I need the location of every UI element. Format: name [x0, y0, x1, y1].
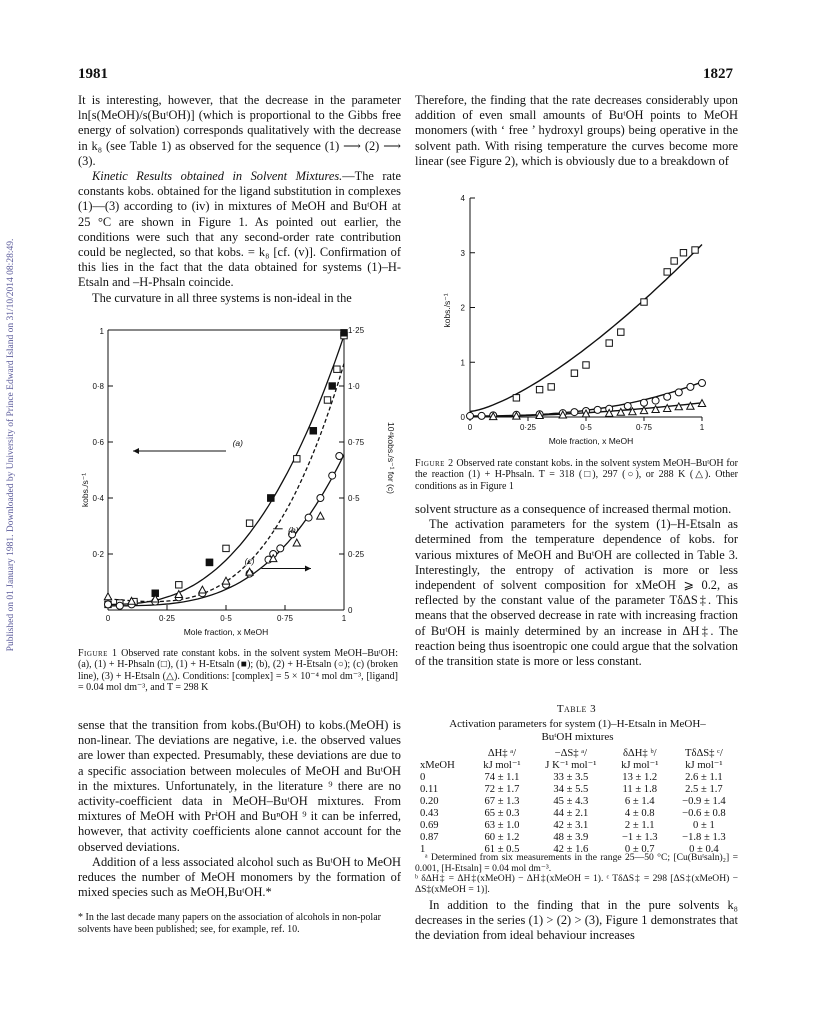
curve-label-a: (a) [232, 438, 243, 449]
arrow-head-c [305, 566, 311, 572]
col2-bottom-text [415, 898, 738, 944]
table-cell: kJ mol⁻¹ [621, 760, 659, 771]
table-cell: 2.6 ± 1.1 [685, 772, 723, 783]
data-point [277, 545, 284, 552]
data-point [317, 495, 324, 502]
y-tick-label: 2 [460, 303, 465, 313]
x-tick-label: 0·25 [158, 614, 176, 623]
data-point [571, 370, 577, 376]
data-point [675, 403, 682, 410]
data-point [317, 512, 324, 519]
data-point [606, 340, 612, 346]
journal-year: 1981 [78, 66, 108, 82]
table-cell: 60 ± 1.2 [484, 832, 520, 843]
table-3-notes [415, 853, 738, 895]
data-point [104, 593, 111, 600]
curve-a [108, 336, 344, 605]
table-cell: −0.9 ± 1.4 [682, 796, 726, 807]
paragraph: sense that the transition from kobs.(BuᵗOH) to kobs.(MeOH) is non-linear. The deviations are negative, i.e. the observed values are lower than expected. Presumably, these deviations are due to a specific association between molecules of MeOH and BuᵗOH in the mixtures. Unfortunately, in the literature ⁹ there are no activity-coefficient data in MeOH–BuᵗOH mixtures. From mixtures of MeOH with PrⁱOH and BuⁿOH ⁹ it can be inferred, however, that activity coefficients alone cannot account for the observed deviations. [78, 718, 401, 854]
table-cell: TδΔS‡ ᶜ/ [685, 748, 723, 759]
table-cell: xMeOH [420, 760, 455, 771]
table-cell: 74 ± 1.1 [484, 772, 520, 783]
data-point [268, 495, 274, 501]
data-point [594, 406, 601, 413]
figure-1 [76, 318, 406, 643]
table-cell: kJ mol⁻¹ [685, 760, 723, 771]
table-cell: −1 ± 1.3 [621, 832, 658, 843]
data-point [618, 329, 624, 335]
data-point [664, 393, 671, 400]
table-cell: 67 ± 1.3 [484, 796, 520, 807]
table-cell: 4 ± 0.8 [624, 808, 655, 819]
footnote: * In the last decade many papers on the association of alcohols in non-polar solvents have been published; see, for example, ref. 10. [78, 912, 381, 935]
data-point [176, 582, 182, 588]
table-cell: 48 ± 3.9 [553, 832, 589, 843]
data-point [293, 539, 300, 546]
download-notice [4, 150, 18, 740]
y-tick-label-left: 0·8 [92, 382, 104, 391]
data-point [329, 472, 336, 479]
table-note-b: ᵇ δΔH‡ = ΔH‡(xMeOH) − ΔH‡(xMeOH = 1). [415, 873, 604, 885]
col1-top-text [78, 93, 401, 306]
data-point [692, 247, 698, 253]
paragraph: Addition of a less associated alcohol such as BuᵗOH to MeOH reduces the number of MeOH monomers by the formation of mixed species such as MeOH,BuᵗOH.* [78, 854, 401, 900]
data-point [324, 397, 330, 403]
y-tick-label-right: 0·75 [348, 438, 365, 447]
y-tick-label-right: 1·0 [348, 382, 360, 391]
data-point [680, 250, 686, 256]
paragraph: In addition to the finding that in the pure solvents k₈ decreases in the series (1) > (2) > (3), Figure 1 demonstrates that the deviation from ideal behaviour increases [415, 898, 738, 943]
curve-label-c: (c) [244, 555, 255, 566]
table-cell: 2.5 ± 1.7 [685, 784, 723, 795]
data-point [329, 383, 335, 389]
data-point [310, 428, 316, 434]
table-cell: −1.8 ± 1.3 [682, 832, 726, 843]
paragraph: The curvature in all three systems is non-ideal in the [92, 290, 352, 305]
table-cell: 0 ± 0.4 [689, 844, 719, 855]
data-point [334, 366, 340, 372]
x-axis-label: Mole fraction, x MeOH [183, 627, 269, 637]
table-cell: 0.43 [420, 808, 439, 819]
page-number: 1827 [703, 66, 733, 82]
data-point [652, 397, 659, 404]
x-tick-label: 0·75 [276, 614, 294, 623]
table-cell: 65 ± 0.3 [484, 808, 520, 819]
data-point [641, 299, 647, 305]
x-tick-label: 1 [341, 614, 347, 623]
y-tick-label: 3 [460, 248, 465, 258]
data-point [671, 258, 677, 264]
table-label: Table 3 [556, 703, 597, 715]
table-cell: −ΔS‡ ᵃ/ [554, 748, 588, 759]
data-point [536, 386, 542, 392]
data-point [206, 559, 212, 565]
x-tick-label: 0 [105, 614, 111, 623]
table-row [415, 796, 738, 808]
caption-label: Figure 1 [78, 648, 118, 659]
y-tick-label-right: 0·5 [348, 494, 360, 503]
table-row [415, 772, 738, 784]
table-cell: 13 ± 1.2 [622, 772, 658, 783]
table-cell: 44 ± 2.1 [553, 808, 589, 819]
table-3-body [415, 748, 738, 856]
data-point [222, 577, 229, 584]
caption-text: Observed rate constant kobs. in the solvent system MeOH–BuᵗOH: (a), (1) + H-Phsaln (□), (1) + H-Etsaln (■); (b), (2) + H-Etsaln (○); (c) (broken line), (3) + H-Etsaln (△). Conditions: [complex] = 5 × 10⁻⁴ mol dm⁻³, [ligand] = 0.04 mol dm⁻³, and T = 298 K [78, 648, 398, 694]
col2-top-text [415, 93, 738, 169]
data-point [513, 395, 519, 401]
table-3-label [415, 703, 738, 715]
caption-text: Observed rate constant kobs. in the solvent system MeOH–BuᵗOH for the reaction (1) + H-Phsaln. T = 318 (□), 297 (○), or 288 K (△). Other conditions as in Figure 1 [415, 458, 738, 492]
x-tick-label: 0 [467, 423, 473, 432]
table-cell: 0 ± 0.7 [624, 844, 655, 855]
paragraph: The activation parameters for the system (1)–H-Etsaln as determined from the temperature dependence of kobs. for various mixtures of MeOH and BuᵗOH are collected in Table 3. Interestingly, the entropy of activation is more or less independent of solvent composition for xMeOH ⩾ 0.2, as reflected by the constant value of the parameter TδΔS‡. This means that the observed decrease in rate with increasing fraction of BuᵗOH is mainly determined by an increase in ΔH‡. The reaction being thus isoentropic one could argue that the solvation of the transition state is more or less constant. [415, 517, 738, 669]
table-cell: 0.11 [420, 784, 439, 795]
y-tick-label-right: 0 [348, 606, 353, 615]
figure-1-caption [78, 648, 398, 694]
y-tick-label: 1 [460, 358, 465, 368]
table-cell: J K⁻¹ mol⁻¹ [545, 760, 597, 771]
data-point [624, 403, 631, 410]
table-cell: kJ mol⁻¹ [483, 760, 521, 771]
arrow-head-a [133, 448, 139, 454]
data-point [246, 520, 252, 526]
curve-label-b: (b) [288, 525, 299, 535]
x-tick-label: 0·25 [519, 423, 537, 432]
y-axis-label-left: kobs./s⁻¹ [80, 472, 90, 508]
y-tick-label-right: 1·25 [348, 326, 365, 335]
table-cell: 0.20 [420, 796, 439, 807]
table-row [415, 784, 738, 796]
data-point [664, 269, 670, 275]
data-point [341, 330, 347, 336]
data-point [105, 601, 112, 608]
table-cell: 1 [420, 844, 426, 855]
table-cell: 0 ± 1 [693, 820, 715, 831]
paragraph: Therefore, the finding that the rate decreases considerably upon addition of even small amounts of BuᵗOH points to MeOH monomers (with ‘ free ’ hydroxyl groups) being operative in the solvent path. With rising temperature the curves become more linear (see Figure 2), which is obviously due to a breakdown of [415, 93, 738, 168]
table-cell: 11 ± 1.8 [622, 784, 658, 795]
x-axis-label: Mole fraction, x MeOH [548, 436, 634, 446]
table-cell: 61 ± 0.5 [484, 844, 520, 855]
section-heading: Kinetic Results obtained in Solvent Mixtures. [92, 169, 343, 184]
figure-2-caption [415, 458, 738, 492]
paragraph [78, 169, 401, 291]
table-cell: 72 ± 1.7 [484, 784, 520, 795]
y-tick-label-right: 0·25 [348, 550, 365, 559]
figure-2 [415, 186, 735, 456]
y-axis-label: kobs./s⁻¹ [442, 293, 452, 328]
col1-bottom-text [78, 718, 401, 900]
y-tick-label-left: 0·2 [92, 550, 104, 559]
table-cell: 34 ± 5.5 [553, 784, 589, 795]
table-cell: 63 ± 1.0 [484, 820, 520, 831]
x-tick-label: 1 [699, 423, 705, 432]
y-tick-label: 0 [460, 413, 465, 422]
y-tick-label-left: 0·4 [92, 494, 104, 503]
y-tick-label-left: 0·6 [92, 438, 104, 447]
data-point [294, 456, 300, 462]
data-point [305, 514, 312, 521]
curve-c [108, 364, 344, 602]
data-point [199, 586, 206, 593]
table-cell: −0.6 ± 0.8 [682, 808, 726, 819]
y-tick-label-left: 1 [99, 327, 104, 336]
data-point [467, 412, 474, 419]
paragraph: solvent structure as a consequence of increased thermal motion. [415, 502, 732, 516]
data-point [641, 399, 648, 406]
x-tick-label: 0·75 [635, 423, 653, 432]
x-tick-label: 0·5 [220, 614, 232, 623]
table-row [415, 808, 738, 820]
x-tick-label: 0·5 [580, 423, 592, 432]
table-cell: 6 ± 1.4 [624, 796, 655, 807]
download-notice-text: Published on 01 January 1981. Downloaded by University of Prince Edward Island on 31/10/2014 08:28:49. [6, 238, 16, 652]
table-row [415, 832, 738, 844]
table-cell: 33 ± 3.5 [553, 772, 589, 783]
paragraph: It is interesting, however, that the decrease in the parameter ln[s(MeOH)/s(BuᵗOH)] (which is proportional to the Gibbs free energy of solvation) corresponds qualitatively with the decrease in k₈ (see Table 1) as observed for the sequence (1) ⟶ (2) ⟶ (3). [78, 93, 401, 168]
table-cell: 42 ± 3.1 [553, 820, 589, 831]
col2-mid-text [415, 502, 738, 669]
table-cell: 45 ± 4.3 [553, 796, 589, 807]
paragraph-body: —The rate constants kobs. obtained for the ligand substitution in complexes (1)—(3) according to (iv) in mixtures of MeOH and BuᵗOH at 25 °C are shown in Figure 1. As pointed out earlier, the conditions were such that any second-order rate contribution could be neglected, so that kobs. = k₈ [cf. (v)]. Confirmation of this lies in the fact that the data obtained for systems (1)–H-Etsaln and –H-Phsaln coincide. [78, 169, 401, 290]
table-note-c: ᶜ TδΔS‡ = 298 [ΔS‡(xMeOH) − ΔS‡(xMeOH = 1)]. [415, 873, 739, 895]
table-header-row [415, 760, 738, 772]
table-header-row [415, 748, 738, 760]
data-point [687, 383, 694, 390]
data-point [675, 389, 682, 396]
table-3 [415, 748, 738, 856]
data-point [617, 408, 624, 415]
data-point [478, 412, 485, 419]
y-axis-label-right: 10⁴kobs./s⁻¹ for (c) [386, 422, 396, 494]
data-point [116, 602, 123, 609]
table-cell: 42 ± 1.6 [553, 844, 589, 855]
table-cell [415, 748, 472, 760]
table-3-title: Activation parameters for system (1)–H-Etsaln in MeOH–BuᵗOH mixtures [449, 718, 706, 743]
figure-1-plot [80, 326, 396, 637]
table-cell: δΔH‡ ᵇ/ [622, 748, 657, 759]
data-point [699, 380, 706, 387]
table-row [415, 820, 738, 832]
data-point [223, 545, 229, 551]
data-point [336, 453, 343, 460]
table-cell: 0 [420, 772, 426, 783]
y-tick-label: 4 [460, 194, 465, 203]
caption-label: Figure 2 [415, 458, 454, 469]
table-cell: 0.69 [420, 820, 439, 831]
table-note-a: ᵃ Determined from six measurements in the range 25—50 °C; [Cu(Buᵗsaln)₂] = 0.001, [H-Etsaln] = 0.04 mol dm⁻³. [415, 852, 738, 874]
table-note-bc [415, 874, 738, 895]
figure-2-plot [442, 194, 706, 446]
table-cell: 2 ± 1.1 [624, 820, 655, 831]
data-point [548, 384, 554, 390]
table-cell: ΔH‡ ᵃ/ [487, 748, 517, 759]
table-cell: 0.87 [420, 832, 439, 843]
data-point [583, 362, 589, 368]
data-point [571, 409, 578, 416]
